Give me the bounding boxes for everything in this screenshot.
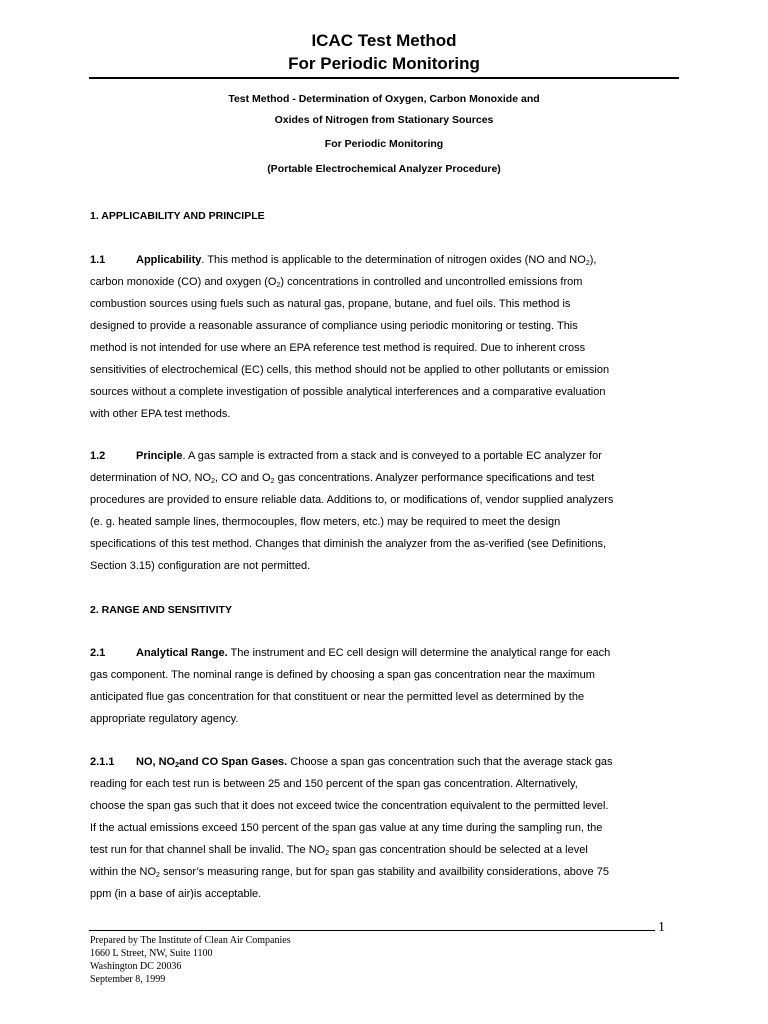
- p12-text: , CO and O: [214, 472, 271, 484]
- p11-line6: sensitivities of electrochemical (EC) cells, this method should not be applied to other pollutants or emission: [90, 364, 610, 376]
- p21-line4: appropriate regulatory agency.: [90, 713, 239, 725]
- p11-line7: sources without a complete investigation of possible analytical interferences and a comparative evaluation: [90, 386, 606, 398]
- p211-number: 2.1.1: [90, 756, 115, 768]
- p211-line4: If the actual emissions exceed 150 percent of the span gas value at any time during the sampling run, the: [90, 822, 603, 834]
- p21-number: 2.1: [90, 647, 106, 659]
- p12-line5: specifications of this test method. Changes that diminish the analyzer from the as-verified (see Definitions,: [90, 538, 607, 550]
- subscript: 2: [325, 850, 330, 857]
- p12-number: 1.2: [90, 450, 106, 462]
- p11-line5: method is not intended for use where an EPA reference test method is required. Due to inherent cross: [90, 342, 586, 354]
- p11-line3: combustion sources using fuels such as natural gas, propane, butane, and fuel oils. This method is: [90, 298, 571, 310]
- p211-line1: [90, 756, 613, 768]
- p12-text: gas concentrations. Analyzer performance specifications and test: [274, 472, 595, 484]
- p12-label: Principle: [136, 450, 183, 462]
- p211-label-part: and CO Span Gases.: [179, 756, 288, 768]
- p11-line2: [90, 276, 582, 288]
- p211-text: test run for that channel shall be invalid. The NO: [90, 844, 326, 856]
- p21-label: Analytical Range.: [136, 647, 228, 659]
- footer-line3: Washington DC 20036: [90, 961, 182, 972]
- p21-text: The instrument and EC cell design will determine the analytical range for each: [227, 647, 611, 659]
- p211-line2: reading for each test run is between 25 and 150 percent of the span gas concentration. Alternatively,: [90, 778, 578, 790]
- p12-text: . A gas sample is extracted from a stack and is conveyed to a portable EC analyzer for: [182, 450, 602, 462]
- p211-line5: [90, 844, 588, 856]
- subscript: 2: [270, 478, 275, 485]
- title-divider: [89, 77, 679, 79]
- footer-divider: [89, 930, 655, 931]
- p11-number: 1.1: [90, 254, 106, 266]
- p12-line2: [90, 472, 594, 484]
- p12-line3: procedures are provided to ensure reliable data. Additions to, or modifications of, vendor supplied analyzers: [90, 494, 614, 506]
- subscript: 2: [175, 762, 180, 769]
- p11-text: . This method is applicable to the determination of nitrogen oxides (NO and NO: [201, 254, 586, 266]
- p211-text: span gas concentration should be selected at a level: [329, 844, 588, 856]
- section1-heading: 1. APPLICABILITY AND PRINCIPLE: [90, 210, 265, 222]
- p11-line8: with other EPA test methods.: [90, 408, 231, 420]
- p211-text: within the NO: [90, 866, 157, 878]
- p211-text: sensor’s measuring range, but for span gas stability and availbility considerations, above 75: [159, 866, 609, 878]
- page-title-line2: For Periodic Monitoring: [288, 54, 480, 73]
- p21-line3: anticipated flue gas concentration for that constituent or near the permitted level as determined by the: [90, 691, 585, 703]
- subtitle-line4: (Portable Electrochemical Analyzer Procedure): [267, 163, 501, 175]
- page-number: 1: [658, 920, 665, 935]
- subtitle-line2: Oxides of Nitrogen from Stationary Sources: [274, 114, 494, 126]
- p21-line2: gas component. The nominal range is defined by choosing a span gas concentration near the maximum: [90, 669, 595, 681]
- p211-line7: ppm (in a base of air)is acceptable.: [90, 888, 262, 900]
- p11-label: Applicability: [136, 254, 202, 266]
- p211-label: [136, 756, 287, 768]
- p12-line6: Section 3.15) configuration are not permitted.: [90, 560, 311, 572]
- subtitle-line1: Test Method - Determination of Oxygen, Carbon Monoxide and: [228, 93, 540, 105]
- section2-heading: 2. RANGE AND SENSITIVITY: [90, 604, 232, 616]
- subscript: 2: [276, 282, 281, 289]
- subscript: 2: [211, 478, 215, 485]
- p21-line1: [90, 647, 610, 659]
- p211-text: Choose a span gas concentration such that the average stack gas: [287, 756, 613, 768]
- p11-text: ) concentrations in controlled and uncontrolled emissions from: [280, 276, 583, 288]
- p12-text: determination of NO, NO: [90, 472, 212, 484]
- page-title-line1: ICAC Test Method: [311, 31, 457, 50]
- p11-text: carbon monoxide (CO) and oxygen (O: [90, 276, 277, 288]
- footer-line2: 1660 L Street, NW, Suite 1100: [90, 948, 213, 959]
- p211-line6: [90, 866, 609, 878]
- subtitle-line3: For Periodic Monitoring: [324, 138, 444, 150]
- footer-line1: Prepared by The Institute of Clean Air Companies: [90, 935, 291, 946]
- subscript: 2: [585, 260, 590, 267]
- p11-text: ),: [589, 254, 597, 266]
- p211-label-part: NO, NO: [136, 756, 176, 768]
- p11-line4: designed to provide a reasonable assurance of compliance using periodic monitoring or testing. This: [90, 320, 578, 332]
- p211-line3: choose the span gas such that it does not exceed twice the concentration equivalent to the permitted level.: [90, 800, 609, 812]
- p11-line1: [90, 254, 596, 266]
- p12-line1: [90, 450, 602, 462]
- footer-line4: September 8, 1999: [90, 974, 166, 985]
- subscript: 2: [156, 872, 160, 879]
- p12-line4: (e. g. heated sample lines, thermocouples, flow meters, etc.) may be required to meet the design: [90, 516, 561, 528]
